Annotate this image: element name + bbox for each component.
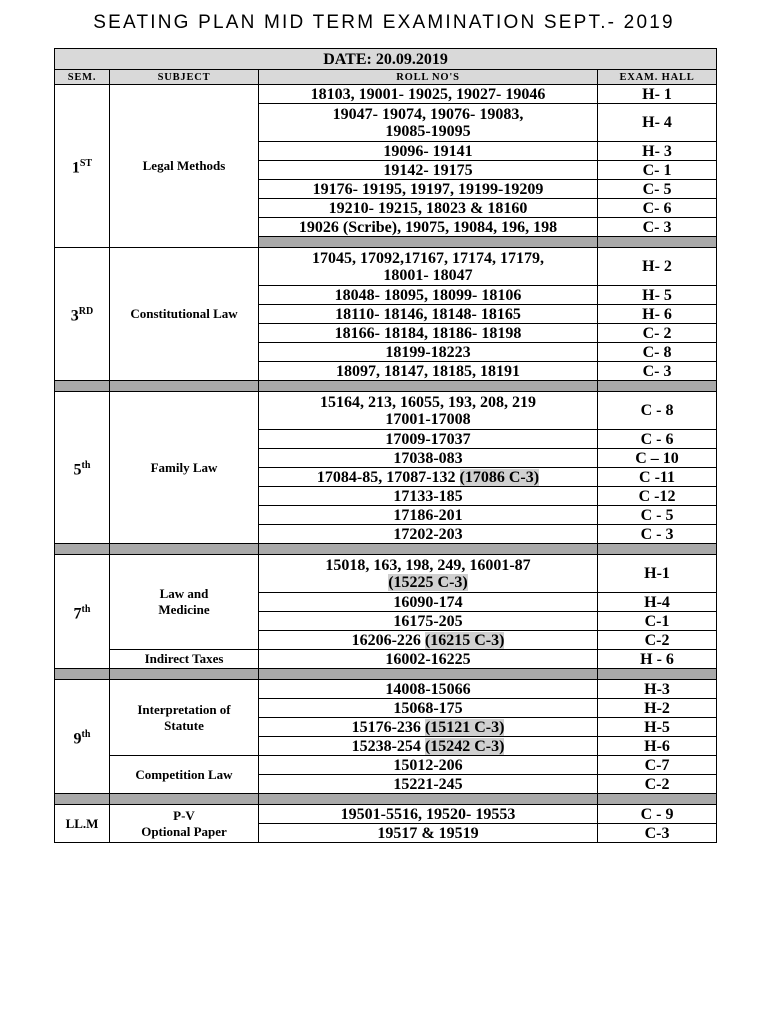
exam-hall: C-3 (598, 824, 717, 843)
exam-hall: H- 2 (598, 248, 717, 286)
roll-numbers: 19210- 19215, 18023 & 18160 (259, 199, 598, 218)
sem-5th: 5th (55, 392, 110, 544)
scribe-note-highlight: (15121 C-3) (424, 718, 505, 736)
roll-numbers: 16175-205 (259, 612, 598, 631)
header-subject: SUBJECT (110, 70, 259, 85)
exam-hall: C - 8 (598, 392, 717, 430)
exam-hall: C- 1 (598, 161, 717, 180)
roll-numbers: 15221-245 (259, 775, 598, 794)
table-row (55, 248, 717, 286)
page-title: SEATING PLAN MID TERM EXAMINATION SEPT.- 2019 (93, 12, 675, 33)
exam-hall: C - 5 (598, 506, 717, 525)
subject-family-law: Family Law (110, 392, 259, 544)
sem-1st: 1ST (55, 85, 110, 248)
exam-hall: C - 9 (598, 805, 717, 824)
exam-hall: H-1 (598, 555, 717, 593)
exam-hall: C -12 (598, 487, 717, 506)
sem-9th: 9th (55, 680, 110, 794)
exam-hall: C- 5 (598, 180, 717, 199)
roll-numbers: 16206-226 (16215 C-3) (259, 631, 598, 650)
table-row (55, 756, 717, 775)
section-divider (55, 381, 717, 392)
exam-hall: C- 6 (598, 199, 717, 218)
roll-numbers: 15012-206 (259, 756, 598, 775)
scribe-note-highlight: (15225 C-3) (388, 573, 468, 591)
section-divider (55, 669, 717, 680)
exam-hall: C - 6 (598, 430, 717, 449)
header-roll: ROLL NO'S (259, 70, 598, 85)
subject-competition-law: Competition Law (110, 756, 259, 794)
roll-numbers: 19026 (Scribe), 19075, 19084, 196, 198 (259, 218, 598, 237)
roll-numbers: 17084-85, 17087-132 (17086 C-3) (259, 468, 598, 487)
table-row (55, 85, 717, 104)
roll-numbers: 19047- 19074, 19076- 19083, 19085-19095 (259, 104, 598, 142)
roll-numbers: 18048- 18095, 18099- 18106 (259, 286, 598, 305)
exam-hall: H- 4 (598, 104, 717, 142)
exam-hall: C-2 (598, 631, 717, 650)
roll-numbers: 15018, 163, 198, 249, 16001-87 (15225 C-3) (259, 555, 598, 593)
scribe-note-highlight: (15242 C-3) (424, 737, 505, 755)
seating-plan-table (54, 48, 717, 843)
subject-indirect-taxes: Indirect Taxes (110, 650, 259, 669)
exam-hall: H-2 (598, 699, 717, 718)
roll-numbers: 19142- 19175 (259, 161, 598, 180)
roll-numbers: 17009-17037 (259, 430, 598, 449)
exam-hall: H- 1 (598, 85, 717, 104)
exam-hall: H - 6 (598, 650, 717, 669)
roll-numbers: 16090-174 (259, 593, 598, 612)
roll-numbers: 19176- 19195, 19197, 19199-19209 (259, 180, 598, 199)
roll-numbers: 18199-18223 (259, 343, 598, 362)
table-row (55, 680, 717, 699)
table-row (55, 392, 717, 430)
roll-numbers: 18103, 19001- 19025, 19027- 19046 (259, 85, 598, 104)
exam-hall: H- 3 (598, 142, 717, 161)
subject-legal-methods: Legal Methods (110, 85, 259, 248)
exam-hall: C -11 (598, 468, 717, 487)
exam-hall: H-5 (598, 718, 717, 737)
table-row (55, 555, 717, 593)
exam-hall: C- 3 (598, 218, 717, 237)
table-row (55, 805, 717, 824)
sem-7th: 7th (55, 555, 110, 669)
subject-constitutional-law: Constitutional Law (110, 248, 259, 381)
scribe-note-highlight: (17086 C-3) (459, 468, 540, 486)
exam-hall: H-4 (598, 593, 717, 612)
exam-hall: C - 3 (598, 525, 717, 544)
roll-numbers: 19517 & 19519 (259, 824, 598, 843)
sem-llm: LL.M (55, 805, 110, 843)
exam-date: DATE: 20.09.2019 (55, 49, 717, 70)
subject-optional-paper: P-V Optional Paper (110, 805, 259, 843)
section-divider (55, 794, 717, 805)
scribe-note-highlight: (16215 C-3) (424, 631, 505, 649)
roll-numbers: 17186-201 (259, 506, 598, 525)
roll-numbers: 14008-15066 (259, 680, 598, 699)
exam-hall: C- 2 (598, 324, 717, 343)
header-sem: SEM. (55, 70, 110, 85)
exam-hall: C- 8 (598, 343, 717, 362)
exam-hall: H- 5 (598, 286, 717, 305)
exam-hall: C-1 (598, 612, 717, 631)
roll-numbers: 15164, 213, 16055, 193, 208, 219 17001-17008 (259, 392, 598, 430)
roll-numbers: 17133-185 (259, 487, 598, 506)
roll-numbers: 19501-5516, 19520- 19553 (259, 805, 598, 824)
header-row (55, 70, 717, 85)
roll-numbers: 16002-16225 (259, 650, 598, 669)
table-row (55, 650, 717, 669)
sem-3rd: 3RD (55, 248, 110, 381)
exam-hall: H-6 (598, 737, 717, 756)
roll-numbers: 18166- 18184, 18186- 18198 (259, 324, 598, 343)
exam-hall: C-7 (598, 756, 717, 775)
header-hall: EXAM. HALL (598, 70, 717, 85)
roll-numbers: 17202-203 (259, 525, 598, 544)
subject-interpretation-of-statute: Interpretation of Statute (110, 680, 259, 756)
roll-numbers: 15068-175 (259, 699, 598, 718)
roll-numbers: 15238-254 (15242 C-3) (259, 737, 598, 756)
subject-law-and-medicine: Law and Medicine (110, 555, 259, 650)
roll-numbers: 15176-236 (15121 C-3) (259, 718, 598, 737)
exam-hall: C-2 (598, 775, 717, 794)
exam-hall: C – 10 (598, 449, 717, 468)
roll-numbers: 18097, 18147, 18185, 18191 (259, 362, 598, 381)
roll-numbers: 17045, 17092,17167, 17174, 17179, 18001- 18047 (259, 248, 598, 286)
exam-hall: H-3 (598, 680, 717, 699)
roll-numbers: 19096- 19141 (259, 142, 598, 161)
section-divider (55, 544, 717, 555)
roll-numbers: 18110- 18146, 18148- 18165 (259, 305, 598, 324)
exam-hall: H- 6 (598, 305, 717, 324)
roll-numbers: 17038-083 (259, 449, 598, 468)
date-row (55, 49, 717, 70)
exam-hall: C- 3 (598, 362, 717, 381)
